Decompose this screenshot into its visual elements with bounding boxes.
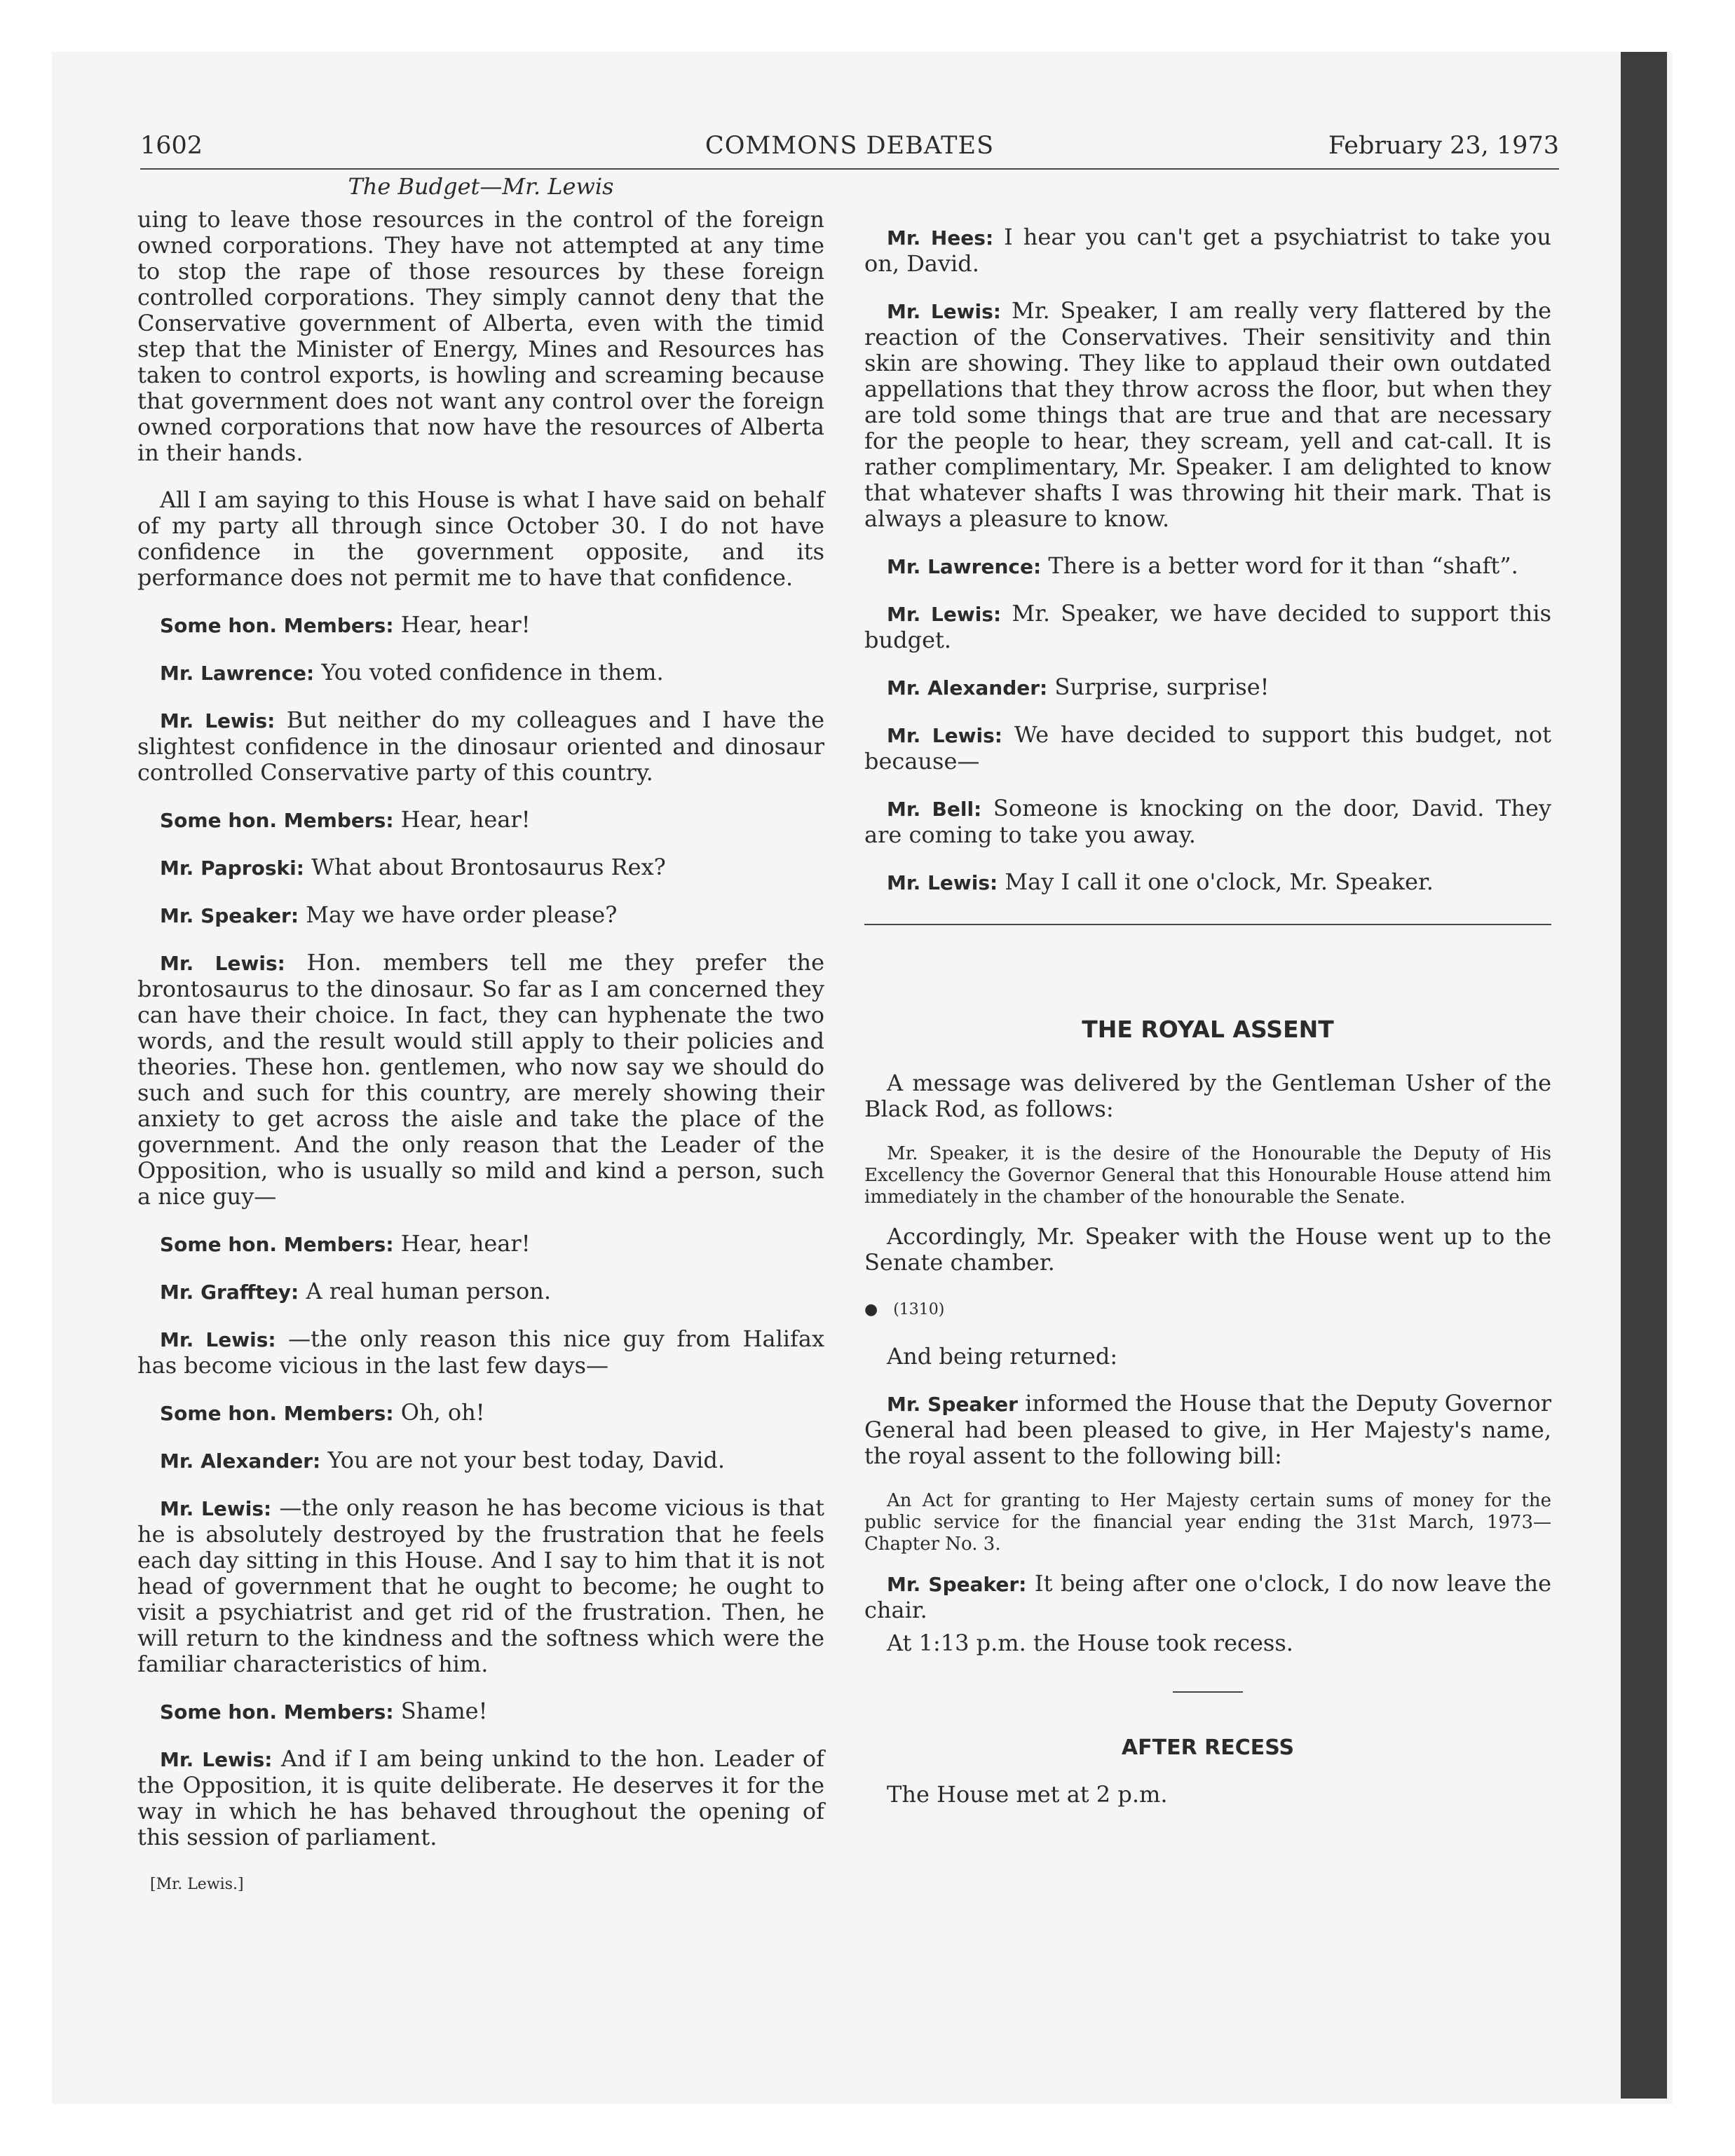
left-paragraphs: [137, 207, 824, 1850]
section-divider: [864, 924, 1551, 925]
time-marker: [864, 1297, 1551, 1323]
debate-paragraph: [137, 707, 824, 786]
debate-paragraph: [137, 612, 824, 639]
speaker-name: Some hon. Members:: [160, 1700, 394, 1724]
debate-paragraph: [137, 1495, 824, 1677]
debate-paragraph: [137, 1231, 824, 1257]
debate-paragraph: [137, 207, 824, 466]
paragraph-text: All I am saying to this House is what I have said on behalf of my party all through since October 30. I do not have confidence in the government opposite, and its performance does not permit me to have that confidence.: [137, 486, 824, 591]
debate-paragraph: [864, 722, 1551, 775]
paragraph-text: Hear, hear!: [400, 611, 531, 638]
debate-paragraph: [137, 902, 824, 929]
speaker-name: Mr. Lewis:: [160, 709, 275, 732]
paragraph-text: Oh, oh!: [400, 1399, 485, 1426]
royal-assent-heading: THE ROYAL ASSENT: [1082, 1016, 1334, 1043]
paragraph-text: Mr. Speaker, I am really very flattered by the reaction of the Conservatives. Their sensitivity and thin skin are showing. They like to applaud their own outdated appellations that they throw across the floor, but when they are told some things that are true and that are necessary for the people to hear, they scream, yell and cat-call. It is rather complimentary, Mr. Speaker. I am delighted to know that whatever shafts I was throwing hit their mark. That is always a pleasure to know.: [864, 297, 1552, 532]
speaker-name: Mr. Lewis:: [160, 1748, 273, 1771]
bullet-icon: ●: [864, 1301, 878, 1318]
paragraph-text: A real human person.: [306, 1278, 552, 1304]
speaker-name: Mr. Speaker:: [887, 1573, 1027, 1596]
paragraph-text: Shame!: [400, 1698, 488, 1724]
speaker-name: Mr. Hees:: [887, 226, 994, 250]
paragraph-text: Hon. members tell me they prefer the brontosaurus to the dinosaur. So far as I am concerned they can have their choice. In fact, they can hyphenate the two words, and the result would still apply to their policies and theories. These hon. gentlemen, who now say we should do such and such for this country, are merely showing their anxiety to get across the aisle and take the place of the government. And the only reason that the Leader of the Opposition, who is usually so mild and kind a person, such a nice guy—: [137, 949, 825, 1210]
returned-text: And being returned:: [887, 1343, 1118, 1370]
speaker-name: Mr. Speaker:: [160, 904, 299, 927]
right-paragraphs: [864, 224, 1551, 896]
paragraph-text: uing to leave those resources in the control of the foreign owned corporations. They have not attempted at any time to stop the rape of those resources by these foreign controlled corporations. They simply cannot deny that the Conservative government of Alberta, even with the timid step that the Minister of Energy, Mines and Resources has taken to control exports, is howling and screaming because that government does not want any control over the foreign owned corporations that now have the resources of Alberta in their hands.: [137, 206, 824, 466]
informed-text: informed the House that the Deputy Governor General had been pleased to give, in Her Majesty's name, the royal assent to the following bill:: [864, 1390, 1552, 1469]
debate-paragraph: [137, 660, 824, 686]
debate-paragraph: [137, 1698, 824, 1725]
debate-paragraph: [137, 1447, 824, 1474]
debate-paragraph: [137, 487, 824, 591]
paragraph-text: There is a better word for it than “shaft”.: [1048, 552, 1518, 579]
speaker-name: Mr. Lewis:: [887, 603, 1002, 626]
debate-paragraph: [864, 601, 1551, 653]
right-column: [864, 224, 1551, 1829]
debate-paragraph: [137, 1278, 824, 1305]
paragraph-text: Hear, hear!: [400, 806, 531, 833]
speaker-informed: [864, 1391, 1551, 1469]
speaker-name: Mr. Speaker: [887, 1393, 1018, 1416]
speaker-tag: [Mr. Lewis.]: [150, 1876, 244, 1893]
debate-paragraph: [137, 854, 824, 881]
royal-assent-intro: A message was delivered by the Gentleman Usher of the Black Rod, as follows:: [864, 1070, 1551, 1122]
debate-paragraph: [864, 674, 1551, 701]
recess-text: At 1:13 p.m. the House took recess.: [887, 1630, 1293, 1656]
publication-title: COMMONS DEBATES: [705, 132, 995, 160]
time-marker-text: (1310): [893, 1301, 945, 1318]
speaker-name: Mr. Lewis:: [160, 1328, 276, 1351]
speaker-name: Some hon. Members:: [160, 614, 394, 637]
debate-paragraph: [864, 224, 1551, 277]
paragraph-text: Mr. Speaker, we have decided to support this budget.: [864, 600, 1552, 653]
closing-text: It being after one o'clock, I do now leave the chair.: [864, 1570, 1552, 1623]
debate-paragraph: [864, 869, 1551, 896]
paragraph-text: —the only reason he has become vicious is that he is absolutely destroyed by the frustration that he feels each day sitting in this House. And I say to him that it is not head of government that he ought to become; he ought to visit a psychiatrist and get rid of the frustration. Then, he will return to the kindness and the softness which were the familiar characteristics of him.: [137, 1494, 825, 1677]
paragraph-text: Someone is knocking on the door, David. They are coming to take you away.: [864, 795, 1552, 848]
running-head: The Budget—Mr. Lewis: [348, 173, 614, 200]
debate-paragraph: [137, 1400, 824, 1426]
speaker-name: Mr. Lewis:: [160, 1497, 272, 1520]
paragraph-text: —the only reason this nice guy from Halifax has become vicious in the last few days—: [137, 1325, 825, 1379]
speaker-name: Some hon. Members:: [160, 1233, 394, 1256]
page-header: [140, 132, 1559, 170]
debate-paragraph: [137, 1326, 824, 1379]
closing-remark: [864, 1571, 1551, 1623]
speaker-name: Mr. Bell:: [887, 798, 982, 821]
paragraph-text: But neither do my colleagues and I have the slightest confidence in the dinosaur oriented and dinosaur controlled Conservative party of this country.: [137, 707, 825, 786]
paragraph-text: May we have order please?: [306, 901, 618, 928]
bill-text: An Act for granting to Her Majesty certain sums of money for the public service for the financial year ending the 31st March, 1973—Chapter No. 3.: [864, 1490, 1551, 1555]
paragraph-text: Hear, hear!: [400, 1230, 531, 1257]
speaker-name: Mr. Grafftey:: [160, 1281, 299, 1304]
speaker-name: Mr. Lewis:: [887, 871, 998, 894]
paragraph-text: May I call it one o'clock, Mr. Speaker.: [1005, 868, 1434, 895]
royal-assent-message: Mr. Speaker, it is the desire of the Honourable the Deputy of His Excellency the Governor General that this Honourable House attend him immediately in the chamber of the honourable the Senate.: [864, 1143, 1551, 1208]
paragraph-text: You are not your best today, David.: [327, 1447, 726, 1473]
debate-paragraph: [864, 796, 1551, 848]
left-column: [137, 174, 824, 1897]
paragraph-text: And if I am being unkind to the hon. Leader of the Opposition, it is quite deliberate. He deserves it for the way in which he has behaved throughout the opening of this session of parliament.: [137, 1745, 825, 1850]
speaker-name: Some hon. Members:: [160, 809, 394, 832]
debate-paragraph: [137, 807, 824, 833]
page-number: 1602: [140, 132, 203, 160]
paragraph-text: I hear you can't get a psychiatrist to take you on, David.: [864, 224, 1552, 277]
debate-paragraph: [137, 1746, 824, 1850]
after-recess-text: The House met at 2 p.m.: [887, 1781, 1168, 1808]
speaker-name: Mr. Lewis:: [887, 724, 1002, 747]
speaker-name: Mr. Lewis:: [887, 300, 1001, 323]
debate-paragraph: [864, 553, 1551, 580]
speaker-name: Mr. Alexander:: [887, 676, 1048, 700]
paragraph-text: You voted confidence in them.: [321, 659, 664, 685]
debate-paragraph: [137, 950, 824, 1210]
page-date: February 23, 1973: [1328, 132, 1559, 160]
speaker-name: Mr. Lawrence:: [887, 555, 1042, 578]
paragraph-text: Surprise, surprise!: [1054, 674, 1270, 700]
paragraph-text: We have decided to support this budget, not because—: [864, 721, 1551, 775]
speaker-name: Mr. Lewis:: [160, 952, 285, 975]
short-divider: [1173, 1691, 1243, 1693]
after-recess-heading: AFTER RECESS: [1121, 1735, 1295, 1760]
debate-paragraph: [864, 298, 1551, 532]
speaker-name: Mr. Paproski:: [160, 857, 304, 880]
speaker-name: Some hon. Members:: [160, 1402, 394, 1425]
speaker-name: Mr. Alexander:: [160, 1449, 321, 1473]
binding-edge: [1621, 52, 1667, 2099]
royal-assent-accordingly: Accordingly, Mr. Speaker with the House went up to the Senate chamber.: [864, 1223, 1551, 1276]
paragraph-text: What about Brontosaurus Rex?: [311, 854, 666, 880]
speaker-name: Mr. Lawrence:: [160, 662, 315, 685]
